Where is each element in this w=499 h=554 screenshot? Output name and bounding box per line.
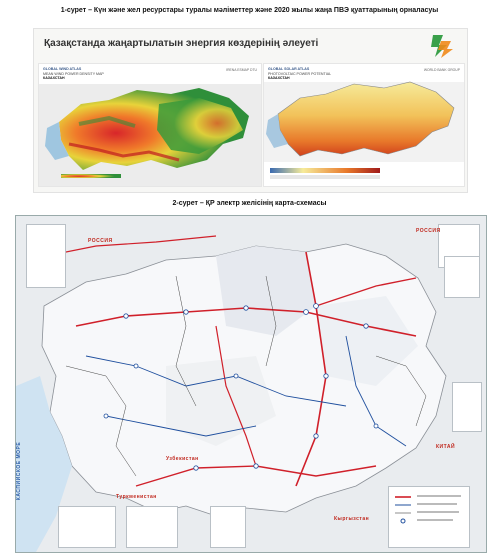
solar-map-graphic (264, 64, 464, 186)
label-russia-right: РОССИЯ (416, 228, 441, 234)
solar-pv-potential-map (263, 63, 465, 187)
label-turkmenistan: Туркменистан (116, 494, 157, 500)
solar-map-logos: WORLD BANK GROUP (423, 68, 460, 72)
label-china: КИТАЙ (436, 444, 456, 450)
map-legend-panel (388, 486, 470, 548)
label-russia-top: РОССИЯ (88, 238, 113, 244)
renewable-potential-figure (33, 28, 468, 193)
wind-map-logos: IRENA ESMAP DTU (226, 68, 257, 72)
label-caspian-sea: КАСПИЙСКОЕ МОРЕ (16, 441, 23, 501)
inset-map-northwest (26, 224, 66, 288)
figure-2-caption (0, 200, 499, 207)
map-legend-graphic (389, 487, 469, 547)
wind-map-country: КАЗАХСТАН (43, 76, 65, 80)
logo-icon (427, 33, 455, 59)
wind-power-density-map (38, 63, 262, 187)
figure-1-number: 1-сурет (60, 7, 87, 14)
wind-map-graphic (39, 64, 261, 186)
label-kyrgyzstan: Кыргызстан (334, 516, 370, 522)
figure-2-text: – ҚР электр желісінің карта-схемасы (197, 200, 327, 207)
inset-map-east-2 (452, 382, 482, 432)
solar-map-subtitle: PHOTOVOLTAIC POWER POTENTIAL (268, 71, 332, 76)
inset-map-south-1 (126, 506, 178, 548)
wind-map-subtitle: MEAN WIND POWER DENSITY MAP (43, 71, 104, 76)
figure-1-title: Қазақстанда жаңартылатын энергия көздерінің әлеуеті (44, 38, 319, 49)
figure-1-text: – Күн және жел ресурстары туралы мәліметтер және 2020 жылы жаңа ПВЭ қуаттарының орналасуы (86, 7, 439, 14)
power-grid-map (15, 215, 487, 553)
inset-map-southwest (58, 506, 116, 548)
solar-map-atlas-name: GLOBAL SOLAR ATLAS (268, 67, 310, 71)
figure-1-caption (0, 7, 499, 14)
label-uzbekistan: Узбекистан (166, 456, 199, 462)
inset-map-south-2 (210, 506, 246, 548)
wind-map-atlas-name: GLOBAL WIND ATLAS (43, 67, 82, 71)
figure-2-number: 2-сурет (172, 200, 198, 207)
solar-map-country: КАЗАХСТАН (268, 76, 290, 80)
inset-map-east-1 (444, 256, 480, 298)
